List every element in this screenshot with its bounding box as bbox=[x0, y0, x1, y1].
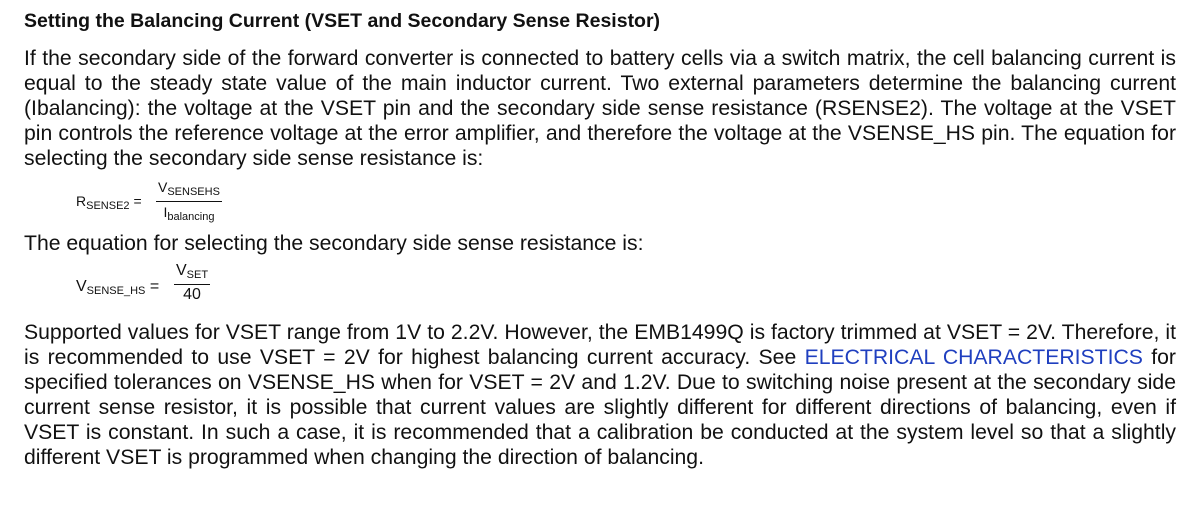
document-page bbox=[24, 6, 1176, 470]
electrical-characteristics-link[interactable]: ELECTRICAL CHARACTERISTICS bbox=[804, 346, 1143, 369]
equation-vsense-hs bbox=[24, 260, 1176, 312]
equation-lhs: $R_{SENSE2}$ = bbox=[76, 193, 142, 212]
section-heading: Setting the Balancing Current (VSET and Secondary Sense Resistor) bbox=[24, 10, 661, 32]
paragraph-intro: If the secondary side of the forward converter is connected to battery cells via a switch matrix, the cell balancing current is equal to the steady state value of the main inductor current. Two external parameters determine the balancing current (Ibalancing): the voltage at the VSET pin and the secondary side sense resistance (RSENSE2). The voltage at the VSET pin controls the reference voltage at the error amplifier, and therefore the voltage at the VSENSE_HS pin. The equation for selecting the secondary side sense resistance is: bbox=[24, 47, 1176, 170]
equation-denominator: $I_{balancing}$ bbox=[163, 204, 215, 223]
equation-numerator: $V_{SENSEHS}$ bbox=[156, 179, 222, 202]
equation-lhs: $V_{SENSE\_HS}$ = bbox=[76, 278, 160, 297]
equation-fraction bbox=[174, 262, 210, 305]
equation-fraction bbox=[156, 179, 222, 227]
paragraph-text: for specified tolerances on VSENSE_HS when for VSET = 2V and 1.2V. Due to switching noise present at the secondary side current sense resistor, it is possible that current values are slightly different for different directions of balancing, even if VSET is constant. In such a case, it is recommended that a calibration be conducted at the system level so that a slightly different VSET is programmed when changing the direction of balancing. bbox=[24, 346, 1176, 469]
equation-rsense2 bbox=[24, 179, 1176, 227]
paragraph-second: The equation for selecting the secondary side sense resistance is: bbox=[24, 232, 644, 255]
paragraph-vset-notes bbox=[24, 320, 1176, 470]
equation-denominator: 40 bbox=[183, 286, 201, 303]
paragraph-text: Supported values for VSET range from 1V to 2.2V. However, the EMB1499Q is factory trimmed at VSET = 2V. Therefore, it is recommended to use VSET = 2V for highest balancing current accuracy. See bbox=[24, 321, 1176, 369]
equation-numerator: $V_{SET}$ bbox=[174, 262, 210, 285]
